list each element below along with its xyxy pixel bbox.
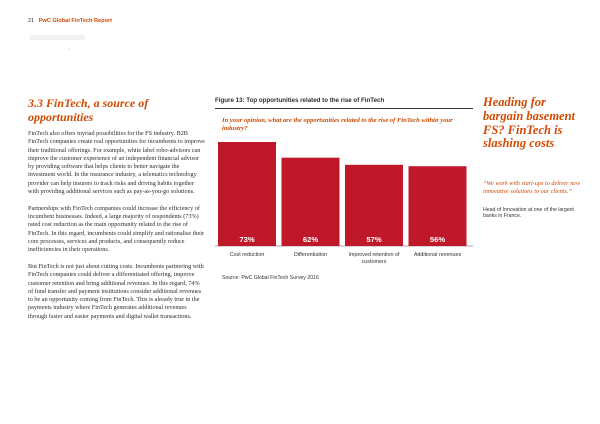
category-label-4: Additional revenues (413, 252, 462, 258)
category-label-3: Improved retention of customers (348, 252, 400, 265)
data-label-4: 56% (429, 235, 446, 244)
sidebar-quote: “We work with start-ups to deliver new innovative solutions to our clients.” (483, 180, 581, 196)
faint-header-mark (30, 35, 85, 40)
faint-dot (68, 48, 70, 50)
page-header (28, 18, 112, 24)
category-label-2: Differentiation (293, 252, 328, 258)
bar-1 (218, 142, 276, 246)
body-paragraph-1: FinTech also offers myriad possibilities for the FS industry. B2B FinTech companies create real opportunities for incumbents to improve their traditional offerings. For example, white label robo-advisors can improve the customer experience of an independent financial advisor by providing software that helps clients to better navigate the investment world. In the insurance industry, a telematics technology provider can help insurers to track risks and driving habits together with providing additional services such as pay-as-you-go solutions. (28, 130, 205, 196)
body-paragraph-2: Partnerships with FinTech companies could increase the efficiency of incumbent businesses. Indeed, a large majority of respondents (73%) rated cost reduction as the main opportunity related to the rise of FinTech. In this regard, incumbents could simplify and rationalise their core processes, services and products, and consequently reduce inefficiencies in their operations. (28, 204, 205, 254)
figure-question: In your opinion, what are the opportunities related to the rise of FinTech within your industry? (222, 117, 453, 133)
figure-source: Source: PwC Global FinTech Survey 2016 (222, 275, 319, 281)
data-label-2: 62% (302, 235, 319, 244)
body-text-column (28, 130, 206, 329)
bar-2 (282, 158, 340, 246)
data-label-1: 73% (239, 235, 255, 244)
section-title: 3.3 FinTech, a source of opportunities (28, 96, 149, 124)
sidebar-heading: Heading for bargain basement FS? FinTech is slashing costs (483, 95, 576, 151)
bar-chart (215, 130, 475, 275)
data-label-3: 57% (366, 235, 382, 244)
page-number: 21 (28, 18, 35, 24)
report-title: PwC Global FinTech Report (38, 18, 113, 24)
sidebar-attribution: Head of Innovation at one of the largest banks in France. (483, 207, 574, 220)
figure-title: Figure 13: Top opportunities related to the rise of FinTech (215, 97, 473, 109)
category-label-1: Cost reduction (229, 252, 265, 258)
body-paragraph-3: But FinTech is not just about cutting costs. Incumbents partnering with FinTech companies could deliver a differentiated offering, improve customer retention and bring additional revenues. In this regard, 74% of fund transfer and payment institutions consider additional revenues to be an opportunity coming from FinTech. This is already true in the payments industry where FinTech generates additional revenues through faster and easier payments and digital wallet transactions. (28, 262, 204, 320)
bar-3 (345, 165, 403, 246)
